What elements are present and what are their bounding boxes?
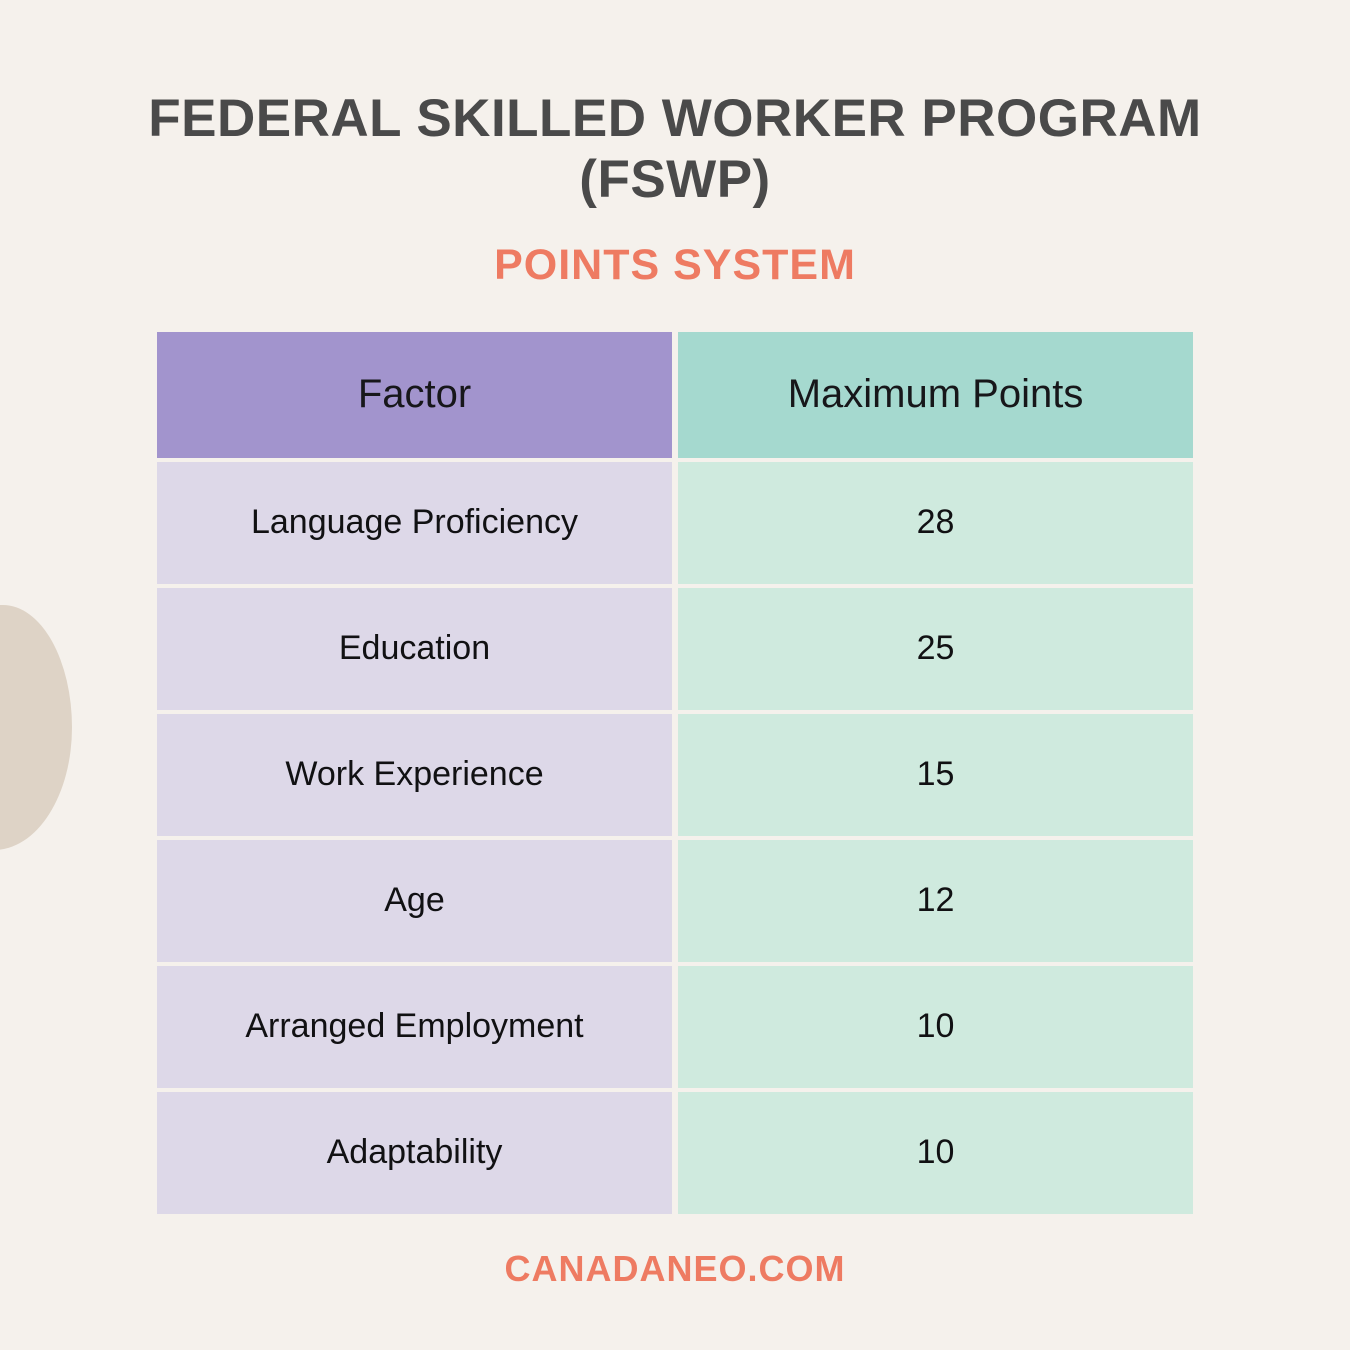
cell-factor: Arranged Employment: [157, 966, 672, 1088]
cell-factor: Age: [157, 840, 672, 962]
table-row: [157, 966, 1193, 1088]
table-row: [157, 714, 1193, 836]
points-table: [151, 328, 1199, 1218]
table-row: [157, 1092, 1193, 1214]
cell-points: 25: [678, 588, 1193, 710]
column-header-maximum-points: Maximum Points: [678, 332, 1193, 458]
cell-points: 15: [678, 714, 1193, 836]
cell-points: 12: [678, 840, 1193, 962]
cell-factor: Work Experience: [157, 714, 672, 836]
cell-points: 10: [678, 1092, 1193, 1214]
footer-branding: CANADANEO.COM: [504, 1247, 846, 1289]
cell-points: 28: [678, 462, 1193, 584]
table-row: [157, 840, 1193, 962]
cell-factor: Education: [157, 588, 672, 710]
table-row: [157, 588, 1193, 710]
page-subtitle: POINTS SYSTEM: [494, 240, 856, 289]
cell-factor: Language Proficiency: [157, 462, 672, 584]
table-row: [157, 462, 1193, 584]
points-table-container: [151, 328, 1199, 1218]
table-body: [157, 462, 1193, 1214]
table-header-row: [157, 332, 1193, 458]
cell-points: 10: [678, 966, 1193, 1088]
cell-factor: Adaptability: [157, 1092, 672, 1214]
table-header: [157, 332, 1193, 458]
page-title: FEDERAL SKILLED WORKER PROGRAM (FSWP): [148, 89, 1202, 210]
column-header-factor: Factor: [157, 332, 672, 458]
